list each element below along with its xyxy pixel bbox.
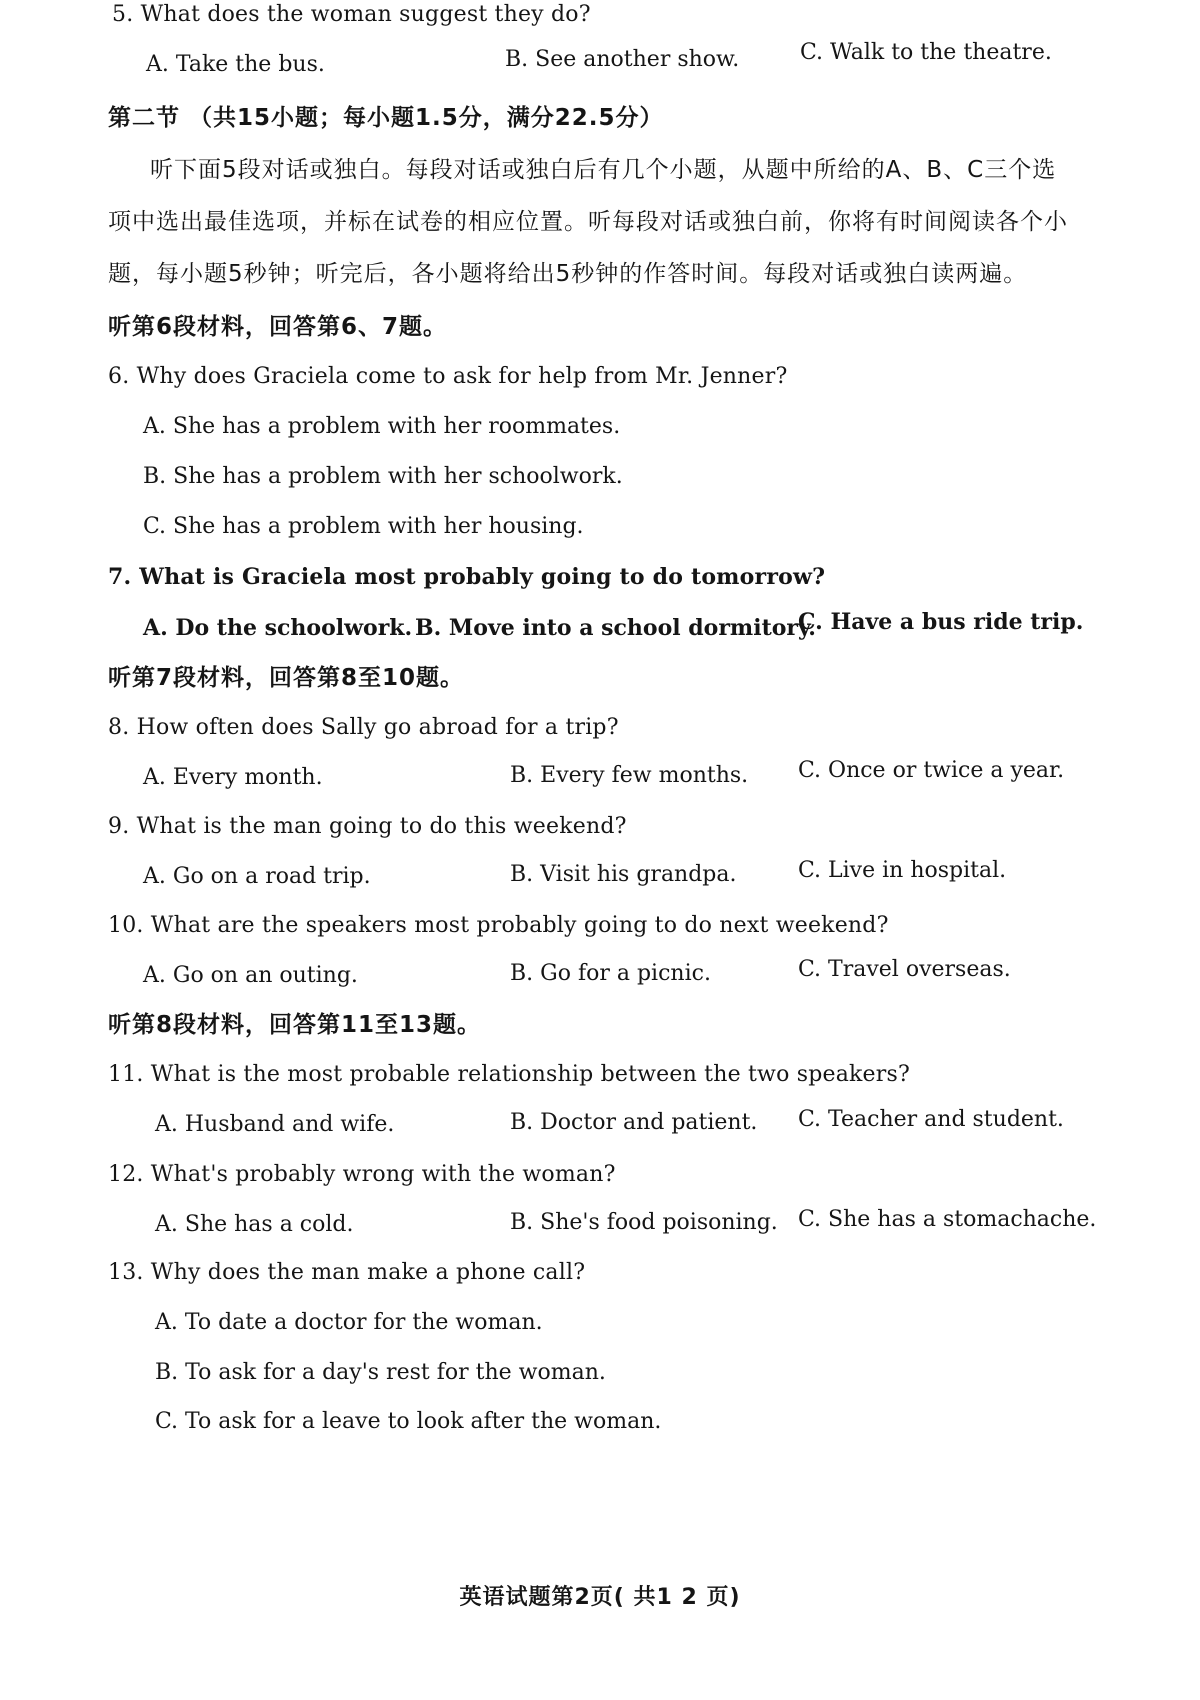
q12-option-a: A. She has a cold.	[155, 1212, 354, 1237]
question-7: 7. What is Graciela most probably going to do tomorrow?	[108, 564, 826, 590]
question-5: 5. What does the woman suggest they do?	[112, 2, 591, 27]
material-6-heading: 听第6段材料，回答第6、7题。	[108, 314, 448, 340]
instructions-line-1: 听下面5段对话或独白。每段对话或独白后有几个小题，从题中所给的A、B、C三个选	[150, 157, 1057, 183]
q6-option-c: C. She has a problem with her housing.	[143, 514, 584, 539]
q10-option-c: C. Travel overseas.	[798, 957, 1011, 982]
question-9: 9. What is the man going to do this weekend?	[108, 814, 627, 839]
question-10: 10. What are the speakers most probably going to do next weekend?	[108, 913, 889, 938]
q7-option-a: A. Do the schoolwork.	[143, 615, 413, 641]
q5-option-c: C. Walk to the theatre.	[800, 40, 1052, 65]
q12-option-b: B. She's food poisoning.	[510, 1210, 778, 1235]
q11-option-a: A. Husband and wife.	[155, 1112, 395, 1137]
q11-option-b: B. Doctor and patient.	[510, 1110, 758, 1135]
q11-option-c: C. Teacher and student.	[798, 1107, 1064, 1132]
q5-option-b: B. See another show.	[505, 47, 740, 72]
q13-option-c: C. To ask for a leave to look after the woman.	[155, 1409, 662, 1434]
q13-option-b: B. To ask for a day's rest for the woman.	[155, 1360, 606, 1385]
question-11: 11. What is the most probable relationship between the two speakers?	[108, 1062, 910, 1087]
q10-option-a: A. Go on an outing.	[143, 963, 358, 988]
question-12: 12. What's probably wrong with the woman?	[108, 1162, 616, 1187]
instructions-line-2: 项中选出最佳选项，并标在试卷的相应位置。听每段对话或独白前，你将有时间阅读各个小	[108, 209, 1068, 235]
q9-option-c: C. Live in hospital.	[798, 858, 1007, 883]
q7-option-c: C. Have a bus ride trip.	[798, 609, 1084, 635]
q7-option-b: B. Move into a school dormitory.	[415, 615, 816, 641]
q13-option-a: A. To date a doctor for the woman.	[155, 1310, 543, 1335]
q8-option-c: C. Once or twice a year.	[798, 758, 1065, 783]
q6-option-b: B. She has a problem with her schoolwork.	[143, 464, 623, 489]
q6-option-a: A. She has a problem with her roommates.	[143, 414, 621, 439]
section-2-heading: 第二节 （共15小题；每小题1.5分，满分22.5分）	[108, 105, 664, 131]
question-6: 6. Why does Graciela come to ask for help from Mr. Jenner?	[108, 364, 788, 389]
page-footer: 英语试题第2页( 共1 2 页)	[459, 1585, 741, 1610]
q9-option-a: A. Go on a road trip.	[143, 864, 371, 889]
q8-option-b: B. Every few months.	[510, 763, 749, 788]
q5-option-a: A. Take the bus.	[146, 52, 325, 77]
instructions-line-3: 题，每小题5秒钟；听完后，各小题将给出5秒钟的作答时间。每段对话或独白读两遍。	[108, 261, 1028, 287]
question-8: 8. How often does Sally go abroad for a trip?	[108, 715, 619, 740]
question-13: 13. Why does the man make a phone call?	[108, 1260, 586, 1285]
q10-option-b: B. Go for a picnic.	[510, 961, 711, 986]
q12-option-c: C. She has a stomachache.	[798, 1207, 1097, 1232]
q8-option-a: A. Every month.	[143, 765, 323, 790]
material-8-heading: 听第8段材料，回答第11至13题。	[108, 1012, 482, 1038]
material-7-heading: 听第7段材料，回答第8至10题。	[108, 665, 465, 691]
q9-option-b: B. Visit his grandpa.	[510, 862, 737, 887]
